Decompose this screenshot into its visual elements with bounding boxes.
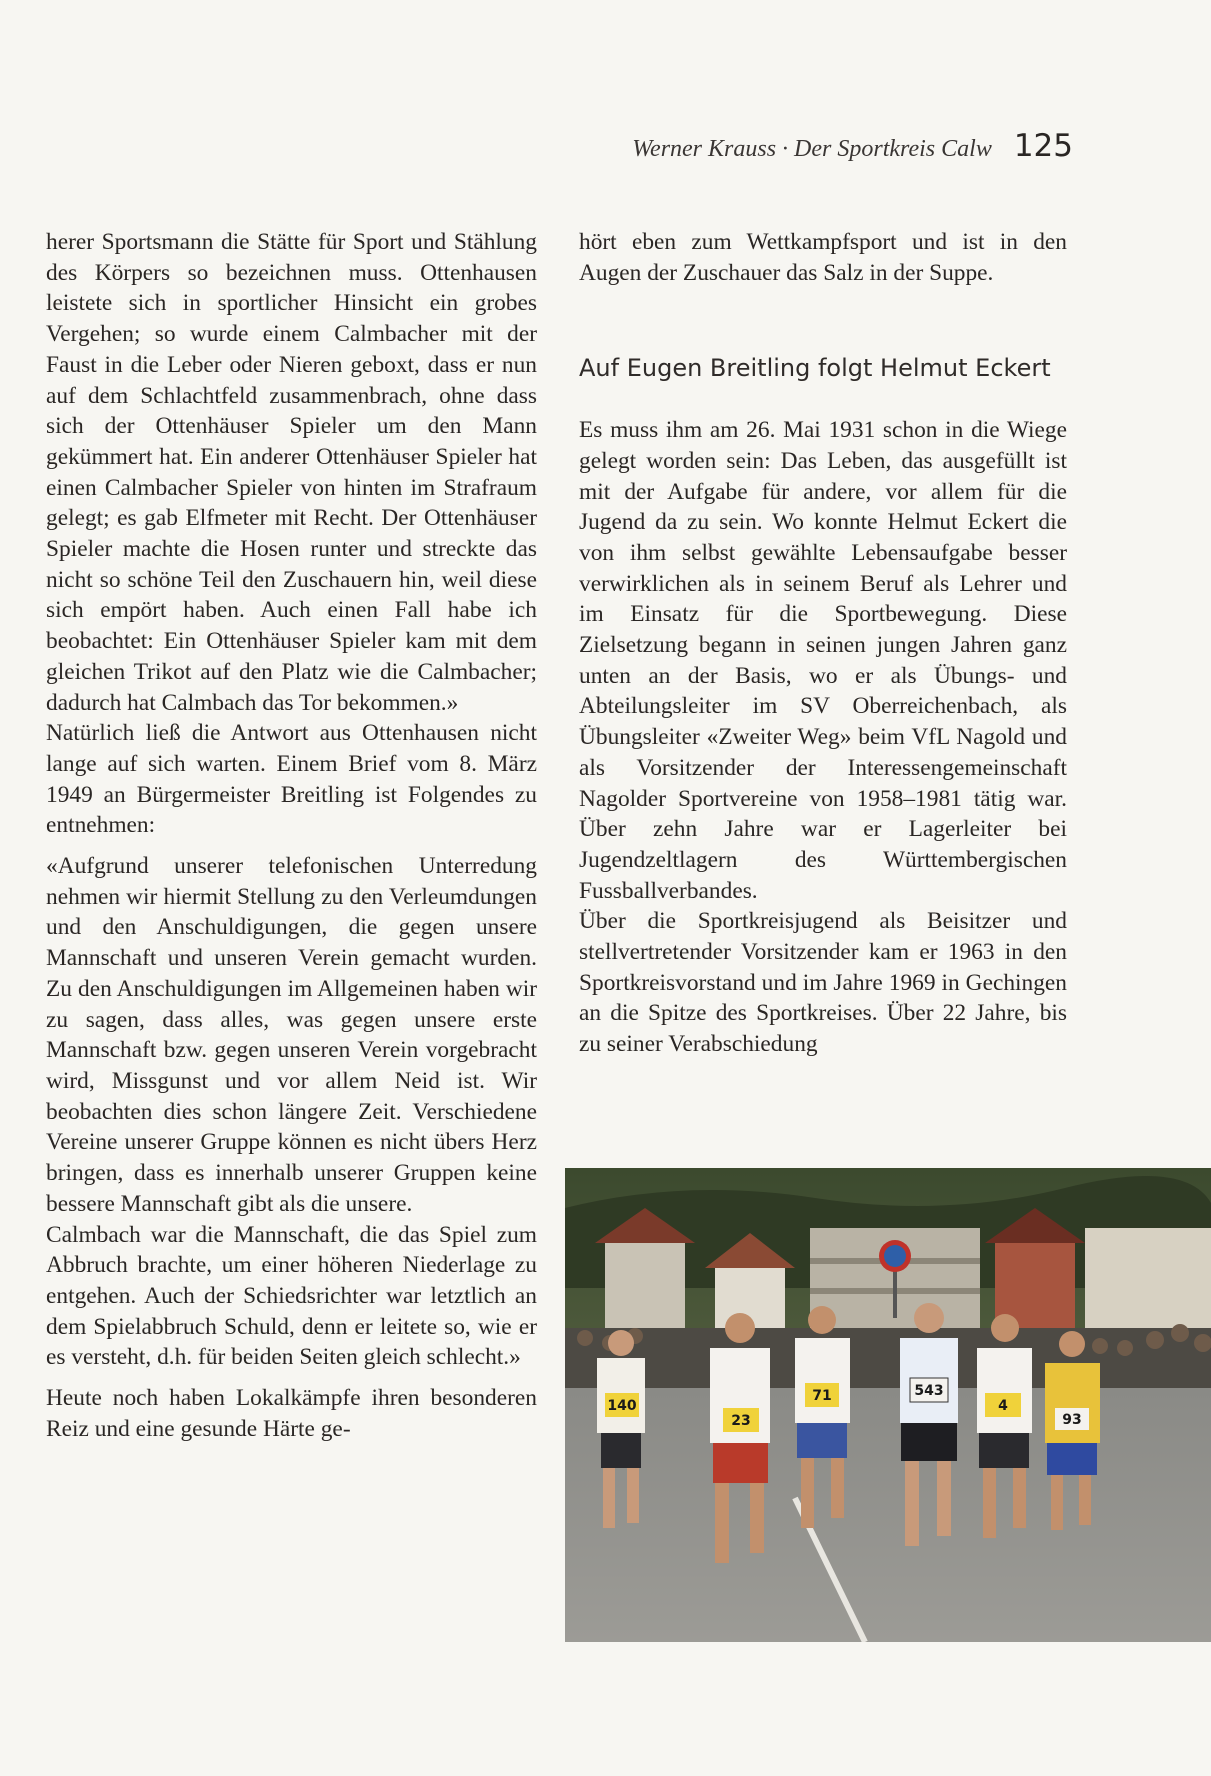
bib-number: 140 <box>607 1398 637 1414</box>
right-column <box>579 227 1067 1060</box>
paragraph: hört eben zum Wettkampfsport und ist in den Augen der Zuschauer das Salz in der Suppe. <box>579 229 1067 286</box>
paragraph: Heute noch haben Lokalkämpfe ihren besonderen Reiz und eine gesunde Härte ge- <box>46 1385 537 1442</box>
paragraph: Natürlich ließ die Antwort aus Ottenhausen nicht lange auf sich warten. Einem Brief vom 8. März 1949 an Bürgermeister Breitling ist Folgendes zu entnehmen: <box>46 720 537 839</box>
paragraph: Es muss ihm am 26. Mai 1931 schon in die Wiege gelegt worden sein: Das Leben, das ausgefüllt ist mit der Aufgabe für andere, vor allem für die Jugend da zu sein. Wo konnte Helmut Eckert die von ihm selbst gewählte Lebensaufgabe besser verwirklichen als in seinem Beruf als Lehrer und im Einsatz für die Sportbewegung. Diese Zielsetzung begann in seinen jungen Jahren ganz unten an der Basis, wo er als Übungs- und Abteilungsleiter im SV Oberreichenbach, als Übungsleiter «Zweiter Weg» beim VfL Nagold und als Vorsitzender der Interessengemeinschaft Nagolder Sportvereine von 1958–1981 tätig war. Über zehn Jahre war er Lagerleiter bei Jugendzeltlagern des Württembergischen Fussballverbandes. <box>579 417 1067 904</box>
bib-number: 4 <box>998 1398 1008 1414</box>
bib-number: 93 <box>1062 1412 1082 1428</box>
page-header <box>632 128 1073 164</box>
house <box>605 1238 685 1328</box>
running-title: Werner Krauss · Der Sportkreis Calw <box>632 136 992 162</box>
left-column <box>46 227 537 1444</box>
section-heading: Auf Eugen Breitling folgt Helmut Eckert <box>579 354 1051 383</box>
photo-illustration <box>565 1168 1211 1642</box>
paragraph: herer Sportsmann die Stätte für Sport und Stählung des Körpers so bezeichnen muss. Ottenhausen leistete sich in sportlicher Hinsicht ein grobes Vergehen; so wurde einem Calmbacher mit der Faust in die Leber oder Nieren geboxt, dass er nun auf dem Schlachtfeld zusammenbrach, ohne dass sich der Ottenhäuser Spieler um den Mann gekümmert hat. Ein anderer Ottenhäuser Spieler hat einen Calmbacher Spieler von hinten im Strafraum gelegt; es gab Elfmeter mit Recht. Der Ottenhäuser Spieler machte die Hosen runter und streckte das nicht so schöne Teil den Zuschauern hin, weil diese sich empört haben. Auch einen Fall habe ich beobachtet: Ein Ottenhäuser Spieler kam mit dem gleichen Trikot auf den Platz wie die Calmbacher; dadurch hat Calmbach das Tor bekommen.» <box>46 229 537 716</box>
bib-number: 543 <box>914 1383 944 1399</box>
house <box>1085 1228 1211 1338</box>
marathon-runners-photo <box>565 1168 1211 1642</box>
paragraph: Über die Sportkreisjugend als Beisitzer und stellvertretender Vorsitzender kam er 1963 in den Sportkreisvorstand und im Jahre 1969 in Gechingen an die Spitze des Sportkreises. Über 22 Jahre, bis zu seiner Verabschiedung <box>579 908 1067 1058</box>
paragraph: Calmbach war die Mannschaft, die das Spiel zum Abbruch brachte, um einer höheren Niederlage zu entgehen. Auch der Schiedsrichter war letztlich an dem Spielabbruch Schuld, denn er leitete so, wie er es versteht, d.h. für beiden Seiten gleich schlecht.» <box>46 1221 537 1371</box>
road <box>565 1388 1211 1642</box>
page-number: 125 <box>1013 128 1073 164</box>
bib-number: 23 <box>731 1413 751 1429</box>
bib-number: 71 <box>812 1388 832 1404</box>
quote-paragraph: «Aufgrund unserer telefonischen Unterredung nehmen wir hiermit Stellung zu den Verleumdungen und den Anschuldigungen, die gegen unsere Mannschaft und unseren Verein gemacht wurden. Zu den Anschuldigungen im Allgemeinen haben wir zu sagen, dass alles, was gegen unsere erste Mannschaft bzw. gegen unseren Verein vorgebracht wird, Missgunst und vor allem Neid ist. Wir beobachten dies schon längere Zeit. Verschiedene Vereine unserer Gruppe können es nicht übers Herz bringen, dass es innerhalb unserer Gruppen keine bessere Mannschaft gibt als die unsere. <box>46 853 537 1217</box>
